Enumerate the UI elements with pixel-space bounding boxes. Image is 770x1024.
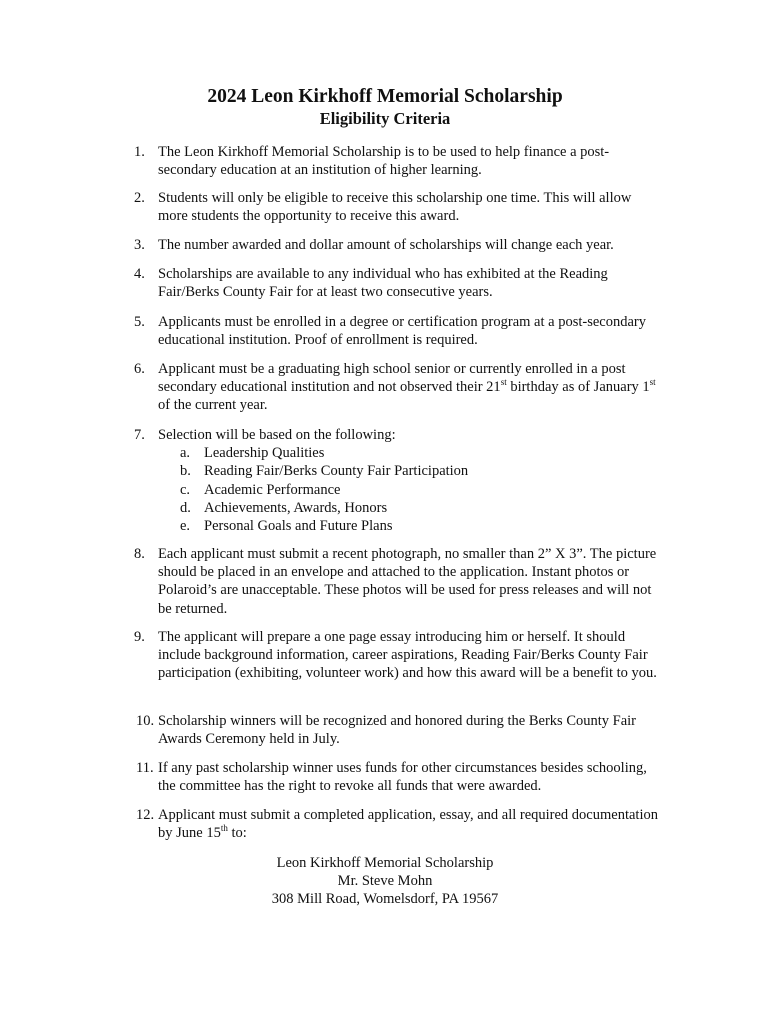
ordinal-suffix: st [649, 377, 656, 388]
criteria-item-5 [134, 313, 658, 349]
criteria-item-4 [134, 265, 658, 301]
criteria-text: Each applicant must submit a recent photograph, no smaller than 2” X 3”. The picture should be placed in an envelope and attached to the application. Instant photos or Polaroid’s are unacceptable. These photos will be used for press releases and will not be returned. [158, 546, 657, 617]
subitem-text: Personal Goals and Future Plans [204, 518, 393, 535]
criteria-number: 3. [134, 237, 145, 253]
criteria-item-11 [136, 759, 658, 795]
criteria-text: Students will only be eligible to receive this scholarship one time. This will allow more students the opportunity to receive this award. [158, 190, 632, 225]
criteria-number: 4. [134, 266, 145, 282]
subitem-letter: e. [180, 518, 191, 535]
criteria-number: 5. [134, 314, 145, 330]
criteria-text: Applicants must be enrolled in a degree or certification program at a post-secondary educational institution. Proof of enrollment is required. [158, 314, 646, 349]
subitem-letter: d. [180, 499, 191, 516]
criteria-text: Applicant must be a graduating high school senior or currently enrolled in a post secondary educational institution and not observed their 21 [158, 361, 626, 396]
criteria-text: Scholarships are available to any individual who has exhibited at the Reading Fair/Berks County Fair for at least two consecutive years. [158, 266, 608, 301]
criteria-item-8 [134, 545, 658, 618]
subitem [158, 444, 658, 462]
criteria-number: 8. [134, 546, 145, 562]
document-title: 2024 Leon Kirkhoff Memorial Scholarship [207, 86, 563, 107]
address-line-3: 308 Mill Road, Womelsdorf, PA 19567 [271, 891, 499, 908]
criteria-text: birthday as of January 1 [506, 379, 650, 396]
criteria-number: 6. [134, 361, 145, 377]
subitem-text: Reading Fair/Berks County Fair Participation [204, 463, 469, 480]
criteria-number: 10. [136, 713, 155, 729]
subitem [158, 481, 658, 499]
criteria-number: 2. [134, 190, 145, 206]
subitem-letter: a. [180, 445, 191, 462]
criteria-text: Scholarship winners will be recognized and honored during the Berks County Fair Awards Ceremony held in July. [158, 713, 636, 748]
address-line-2: Mr. Steve Mohn [337, 873, 433, 890]
subitem [158, 499, 658, 517]
criteria-text: The Leon Kirkhoff Memorial Scholarship is to be used to help finance a post-secondary education at an institution of higher learning. [158, 144, 610, 179]
criteria-item-1 [134, 143, 658, 179]
criteria-text: The number awarded and dollar amount of scholarships will change each year. [158, 237, 614, 253]
criteria-text: to: [227, 825, 247, 842]
criteria-text: The applicant will prepare a one page essay introducing him or herself. It should include background information, career aspirations, Reading Fair/Berks County Fair participation (exhibiting, volunteer work) and how this award will be a benefit to you. [158, 629, 657, 682]
criteria-item-9 [134, 628, 658, 683]
document-subtitle: Eligibility Criteria [319, 109, 451, 128]
subitem-text: Achievements, Awards, Honors [204, 499, 388, 516]
criteria-item-3 [134, 236, 658, 254]
subitem-text: Academic Performance [204, 481, 341, 498]
subitem [158, 517, 658, 535]
ordinal-suffix: st [500, 377, 507, 388]
subitem-letter: c. [180, 481, 191, 498]
criteria-number: 7. [134, 427, 145, 443]
criteria-text: Applicant must submit a completed application, essay, and all required documentation by June 15 [158, 807, 658, 842]
criteria-item-12 [136, 806, 658, 842]
criteria-number: 12. [136, 807, 155, 823]
criteria-text: If any past scholarship winner uses funds for other circumstances besides schooling, the committee has the right to revoke all funds that were awarded. [158, 760, 647, 795]
criteria-number: 1. [134, 144, 145, 160]
criteria-text: of the current year. [158, 397, 268, 414]
ordinal-suffix: th [220, 823, 228, 834]
criteria-item-7 [134, 426, 658, 535]
criteria-item-6 [134, 360, 658, 415]
subitem-letter: b. [180, 463, 191, 480]
criteria-number: 9. [134, 629, 145, 645]
criteria-text: Selection will be based on the following: [158, 427, 396, 443]
criteria-number: 11. [136, 760, 154, 776]
subitem-text: Leadership Qualities [204, 445, 325, 462]
criteria-item-2 [134, 189, 658, 225]
mailing-address [0, 854, 770, 909]
criteria-item-10 [136, 712, 658, 748]
address-line-1: Leon Kirkhoff Memorial Scholarship [276, 855, 494, 871]
subitem [158, 462, 658, 480]
